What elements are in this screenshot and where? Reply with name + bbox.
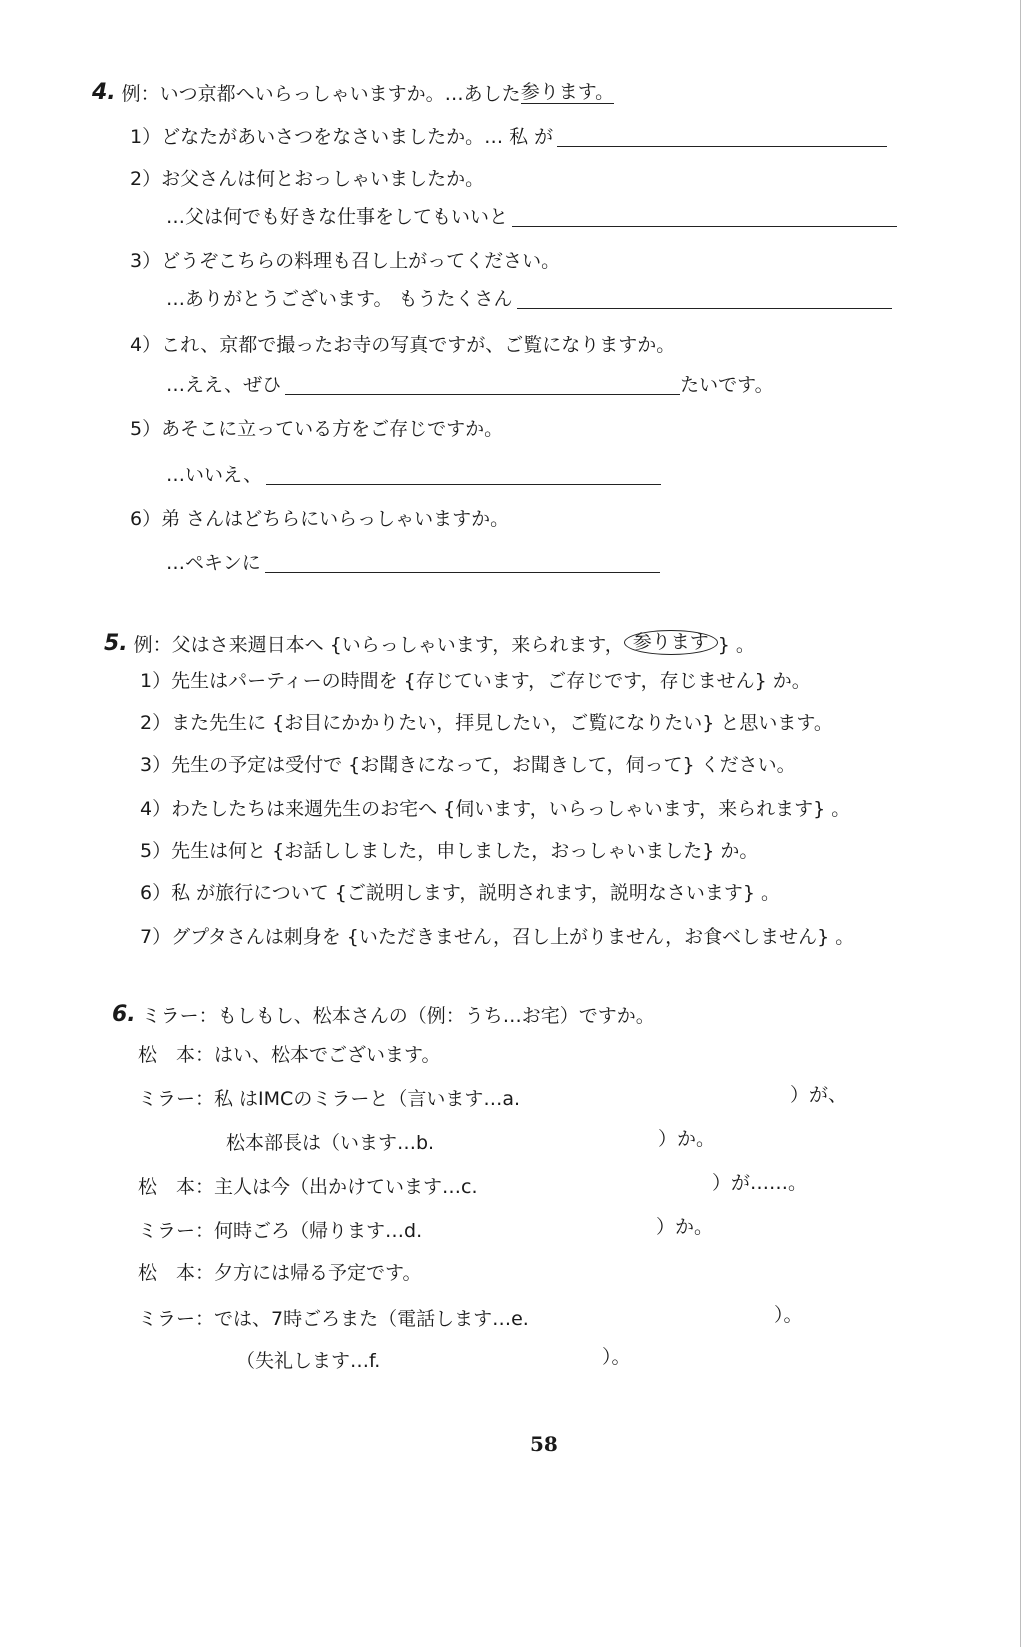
q3-answer-prefix: …ありがとうございます。 もうたくさん [166, 288, 513, 310]
q4-number: 4） [130, 334, 162, 356]
q6-text: 弟 さんはどちらにいらっしゃいますか。 [161, 508, 510, 530]
ex5-example-pre: 例：父はさ来週日本へ {いらっしゃいます，来られます， [133, 634, 624, 656]
ex6-line-5 [138, 1178, 478, 1197]
ex6-line-3 [138, 1090, 520, 1109]
ex5-example-circled-answer: 参ります [624, 630, 718, 655]
ex6-line-5-speaker: 松 本： [138, 1176, 215, 1198]
ex4-q3 [130, 252, 560, 271]
q6-answer-prefix: …ペキンに [166, 552, 261, 574]
q3-number: 3） [130, 250, 162, 272]
ex4-example-line [92, 82, 614, 104]
ex6-line-2-speaker: 松 本： [138, 1044, 215, 1066]
ex5-item-3-text: 先生の予定は受付で {お聞きになって，お聞きして，伺って} ください。 [171, 754, 796, 776]
q2-answer-blank[interactable] [512, 208, 897, 227]
q2-text: お父さんは何とおっしゃいましたか。 [161, 168, 485, 190]
ex5-item-7 [140, 928, 854, 947]
ex5-item-2-text: また先生に {お目にかかりたい，拝見したい，ご覧になりたい} と思います。 [171, 712, 833, 734]
ex6-line-3-speaker: ミラー： [138, 1088, 215, 1110]
ex5-item-3-number: 3） [140, 754, 172, 776]
ex6-line-8-text: では、7時ごろまた（電話します…e. [214, 1308, 529, 1330]
ex6-line-8-end [774, 1306, 803, 1325]
ex6-line-6 [138, 1222, 422, 1241]
ex6-line-4-end [658, 1130, 715, 1149]
q6-number: 6） [130, 508, 162, 530]
q6-answer-blank[interactable] [265, 554, 660, 573]
q5-answer-blank[interactable] [266, 466, 661, 485]
page-edge-line [1020, 0, 1021, 1647]
ex5-item-4 [140, 800, 850, 819]
ex5-item-1-text: 先生はパーティーの時間を {存じています，ご存じです，存じません} か。 [171, 670, 811, 692]
ex6-line-5-end [712, 1174, 807, 1193]
ex5-item-7-number: 7） [140, 926, 172, 948]
ex5-number: 5. [104, 631, 128, 656]
q5-answer-prefix: …いいえ、 [166, 464, 263, 486]
ex5-example-post: } 。 [717, 634, 755, 656]
ex6-line-5-close: ）が……。 [712, 1172, 808, 1194]
ex6-line-6-end [656, 1218, 713, 1237]
ex4-example: 例：いつ京都へいらっしゃいますか。…あした [121, 83, 521, 105]
ex4-number: 4. [92, 80, 116, 105]
ex6-line-2-text: はい、松本でございます。 [214, 1044, 441, 1066]
q4-answer-blank[interactable] [285, 376, 680, 395]
q4-answer-suffix: たいです。 [680, 374, 774, 396]
ex5-item-5-text: 先生は何と {お話ししました，申しました，おっしゃいました} か。 [171, 840, 759, 862]
ex6-line-8-speaker: ミラー： [138, 1308, 215, 1330]
q5-text: あそこに立っている方をご存じですか。 [161, 418, 504, 440]
ex6-line-9-end [602, 1348, 631, 1367]
ex6-number: 6. [112, 1002, 136, 1027]
ex4-q6 [130, 510, 509, 529]
ex6-line-3-close: ）が、 [790, 1084, 848, 1106]
ex4-example-answer: 参ります。 [520, 81, 615, 103]
ex5-item-6-number: 6） [140, 882, 172, 904]
ex4-q4-answer-line [166, 376, 774, 395]
q1-text: どなたがあいさつをなさいましたか。… 私 が [161, 126, 554, 148]
ex6-line-3-end [790, 1086, 847, 1105]
ex6-line-8 [138, 1310, 529, 1329]
q3-text: どうぞこちらの料理も召し上がってください。 [161, 250, 561, 272]
ex6-line-2 [138, 1046, 441, 1065]
ex5-item-4-number: 4） [140, 798, 172, 820]
ex6-line-7 [138, 1264, 422, 1283]
ex5-item-3 [140, 756, 796, 775]
ex4-q4 [130, 336, 675, 355]
ex6-line-1-text: もしもし、松本さんの（例：うち…お宅）ですか。 [217, 1005, 655, 1027]
ex5-item-4-text: わたしたちは来週先生のお宅へ {伺います，いらっしゃいます，来られます} 。 [171, 798, 851, 820]
ex5-item-1 [140, 672, 811, 691]
ex5-item-1-number: 1） [140, 670, 172, 692]
ex5-item-5 [140, 842, 758, 861]
ex6-line-4 [226, 1134, 434, 1153]
ex4-q2 [130, 170, 484, 189]
q3-answer-blank[interactable] [517, 290, 892, 309]
ex6-line-8-close: ）。 [774, 1304, 803, 1326]
ex6-line-5-text: 主人は今（出かけています…c. [214, 1176, 478, 1198]
ex4-q1 [130, 128, 887, 147]
ex6-line-7-speaker: 松 本： [138, 1262, 215, 1284]
ex5-item-5-number: 5） [140, 840, 172, 862]
ex4-q2-answer-line [166, 208, 897, 227]
page-number: 58 [530, 1432, 558, 1456]
q4-answer-prefix: …ええ、ぜひ [166, 374, 282, 396]
q1-answer-blank[interactable] [557, 128, 887, 147]
q5-number: 5） [130, 418, 162, 440]
ex4-q5 [130, 420, 503, 439]
ex6-line-9-close: ）。 [602, 1346, 631, 1368]
ex6-line-4-close: ）か。 [658, 1128, 716, 1150]
ex5-item-2-number: 2） [140, 712, 172, 734]
ex5-example-line [104, 630, 755, 655]
ex4-q6-answer-line [166, 554, 660, 573]
q1-number: 1） [130, 126, 162, 148]
ex5-item-6 [140, 884, 780, 903]
ex5-item-6-text: 私 が旅行について {ご説明します，説明されます，説明なさいます} 。 [171, 882, 780, 904]
ex6-line-6-close: ）か。 [656, 1216, 714, 1238]
ex6-line-4-text: 松本部長は（います…b. [226, 1132, 435, 1154]
ex5-item-7-text: グプタさんは刺身を {いただきません，召し上がりません，お食べしません} 。 [171, 926, 855, 948]
ex6-line-9-text: （失礼します…f. [236, 1350, 381, 1372]
ex6-line-1-speaker: ミラー： [141, 1005, 218, 1027]
ex6-line-6-text: 何時ごろ（帰ります…d. [214, 1220, 423, 1242]
ex6-line-1 [112, 1004, 655, 1026]
ex6-line-6-speaker: ミラー： [138, 1220, 215, 1242]
ex6-line-9 [236, 1352, 380, 1371]
q4-text: これ、京都で撮ったお寺の写真ですが、ご覧になりますか。 [161, 334, 676, 356]
ex4-q5-answer-line [166, 466, 661, 485]
ex6-line-7-text: 夕方には帰る予定です。 [214, 1262, 422, 1284]
q2-number: 2） [130, 168, 162, 190]
ex5-item-2 [140, 714, 833, 733]
ex4-q3-answer-line [166, 290, 892, 309]
ex6-line-3-text: 私 はIMCのミラーと（言います…a. [214, 1088, 521, 1110]
q2-answer-prefix: …父は何でも好きな仕事をしてもいいと [166, 206, 509, 228]
